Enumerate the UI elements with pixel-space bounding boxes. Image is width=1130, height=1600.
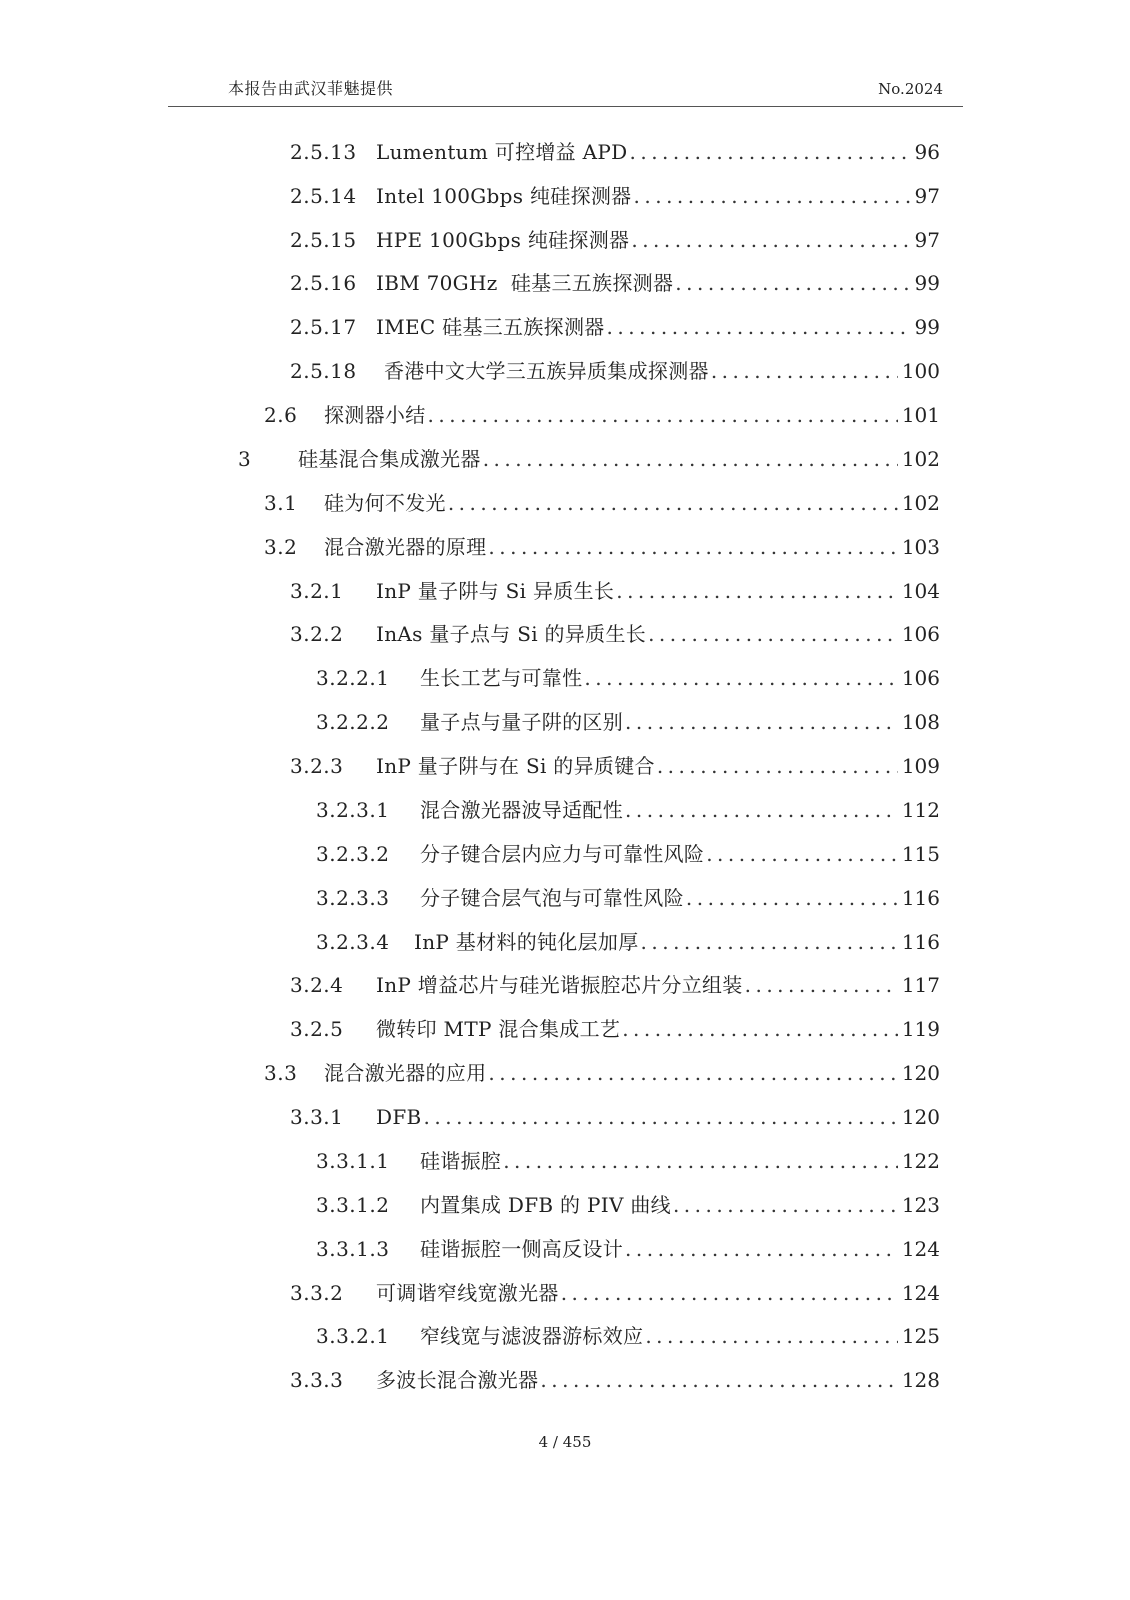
toc-entry[interactable]: [316, 1234, 940, 1264]
toc-leader-dots: [745, 970, 898, 1000]
toc-entry-number: 3.2.1: [290, 579, 344, 603]
toc-entry[interactable]: [290, 137, 940, 167]
toc-entry-page: 123: [901, 1193, 940, 1217]
toc-entry-number: 3.2.2.1: [316, 666, 390, 690]
toc-leader-dots: [488, 532, 897, 562]
toc-leader-dots: [584, 663, 897, 693]
toc-entry-number: 3.2.4: [290, 973, 344, 997]
toc-entry-title: 生长工艺与可靠性: [420, 666, 583, 690]
toc-entry-number: 2.5.13: [290, 140, 357, 164]
toc-leader-dots: [428, 400, 898, 430]
toc-leader-dots: [448, 488, 898, 518]
toc-leader-dots: [424, 1102, 898, 1132]
page-footer: [0, 1432, 1130, 1452]
toc-entry-number: 3.3.1.3: [316, 1237, 390, 1261]
toc-entry-number: 3.2.3.3: [316, 886, 390, 910]
toc-entry[interactable]: [290, 225, 940, 255]
toc-entry-page: 97: [914, 228, 940, 252]
toc-leader-dots: [686, 883, 898, 913]
toc-leader-dots: [675, 268, 910, 298]
toc-entry-page: 106: [901, 666, 940, 690]
toc-entry-number: 3.2.3.1: [316, 798, 390, 822]
toc-leader-dots: [631, 225, 910, 255]
toc-entry-title: 香港中文大学三五族异质集成探测器: [384, 359, 709, 383]
toc-entry-number: 3.3.1: [290, 1105, 344, 1129]
toc-entry[interactable]: [290, 356, 940, 386]
toc-entry-number: 3.3.1.1: [316, 1149, 390, 1173]
toc-entry-number: 3.3.3: [290, 1368, 344, 1392]
toc-entry-title: IBM 70GHz 硅基三五族探测器: [376, 271, 674, 295]
toc-entry-title: 硅为何不发光: [324, 491, 446, 515]
toc-entry[interactable]: [290, 1365, 940, 1395]
toc-entry-title: InP 基材料的钝化层加厚: [414, 930, 639, 954]
toc-leader-dots: [607, 312, 911, 342]
toc-entry-page: 104: [901, 579, 940, 603]
toc-entry[interactable]: [316, 663, 940, 693]
toc-entry-title: IMEC 硅基三五族探测器: [376, 315, 605, 339]
toc-entry-page: 96: [914, 140, 940, 164]
toc-entry-title: 内置集成 DFB 的 PIV 曲线: [420, 1193, 671, 1217]
toc-entry-title: 量子点与量子阱的区别: [420, 710, 623, 734]
toc-entry-title: DFB: [376, 1105, 422, 1129]
toc-entry-page: 122: [901, 1149, 940, 1173]
toc-entry[interactable]: [290, 312, 940, 342]
toc-entry[interactable]: [290, 181, 940, 211]
toc-entry[interactable]: [290, 268, 940, 298]
toc-leader-dots: [657, 751, 898, 781]
toc-entry-page: 119: [901, 1017, 940, 1041]
toc-leader-dots: [540, 1365, 897, 1395]
toc-entry-page: 116: [901, 886, 940, 910]
toc-entry-title: 硅谐振腔: [420, 1149, 502, 1173]
toc-entry-page: 102: [901, 491, 940, 515]
toc-entry-title: HPE 100Gbps 纯硅探测器: [376, 228, 630, 252]
toc-entry[interactable]: [316, 795, 940, 825]
toc-leader-dots: [616, 576, 898, 606]
toc-entry-title: 混合激光器的原理: [324, 535, 487, 559]
toc-entry-page: 102: [901, 447, 940, 471]
toc-entry-number: 3.3.2.1: [316, 1324, 390, 1348]
toc-entry-number: 3.3.1.2: [316, 1193, 390, 1217]
toc-entry[interactable]: [264, 488, 940, 518]
toc-entry-page: 116: [901, 930, 940, 954]
toc-entry[interactable]: [290, 1102, 940, 1132]
toc-entry-title: 硅基混合集成激光器: [298, 447, 481, 471]
toc-leader-dots: [645, 1321, 898, 1351]
toc-entry-title: 探测器小结: [324, 403, 426, 427]
toc-entry-page: 108: [901, 710, 940, 734]
toc-leader-dots: [488, 1058, 897, 1088]
toc-leader-dots: [622, 1014, 898, 1044]
toc-entry[interactable]: [264, 400, 940, 430]
header-report-number: No.2024: [878, 80, 943, 98]
toc-entry-page: 117: [901, 973, 940, 997]
toc-entry-title: InP 量子阱与 Si 异质生长: [376, 579, 615, 603]
toc-entry[interactable]: [238, 444, 940, 474]
toc-entry[interactable]: [290, 1014, 940, 1044]
toc-entry-number: 3.3: [264, 1061, 298, 1085]
toc-leader-dots: [706, 839, 898, 869]
toc-entry-page: 106: [901, 622, 940, 646]
toc-entry-number: 2.6: [264, 403, 298, 427]
toc-entry-page: 103: [901, 535, 940, 559]
toc-entry-title: InAs 量子点与 Si 的异质生长: [376, 622, 647, 646]
toc-entry[interactable]: [316, 1190, 940, 1220]
toc-entry-title: 分子键合层内应力与可靠性风险: [420, 842, 705, 866]
toc-entry-page: 124: [901, 1281, 940, 1305]
toc-entry[interactable]: [316, 707, 940, 737]
toc-entry-number: 2.5.16: [290, 271, 357, 295]
toc-entry[interactable]: [316, 839, 940, 869]
toc-entry-title: InP 量子阱与在 Si 的异质键合: [376, 754, 655, 778]
toc-entry-page: 112: [901, 798, 940, 822]
toc-entry[interactable]: [264, 1058, 940, 1088]
toc-entry-title: 混合激光器波导适配性: [420, 798, 623, 822]
toc-entry-title: 窄线宽与滤波器游标效应: [420, 1324, 644, 1348]
toc-entry-title: 可调谐窄线宽激光器: [376, 1281, 559, 1305]
toc-entry[interactable]: [316, 883, 940, 913]
toc-entry[interactable]: [290, 1278, 940, 1308]
toc-leader-dots: [641, 927, 898, 957]
toc-entry-title: 微转印 MTP 混合集成工艺: [376, 1017, 621, 1041]
toc-leader-dots: [625, 707, 898, 737]
toc-entry-number: 2.5.17: [290, 315, 357, 339]
toc-leader-dots: [634, 181, 911, 211]
toc-entry-page: 99: [914, 271, 940, 295]
header-provider-text: 本报告由武汉菲魅提供: [228, 79, 394, 98]
toc-entry-number: 3.2.2: [290, 622, 344, 646]
toc-entry[interactable]: [290, 970, 940, 1000]
toc-entry[interactable]: [316, 927, 940, 957]
toc-entry-page: 109: [901, 754, 940, 778]
toc-entry-page: 97: [914, 184, 940, 208]
toc-entry-title: 硅谐振腔一侧高反设计: [420, 1237, 623, 1261]
toc-entry-number: 3: [238, 447, 252, 471]
toc-entry-number: 3.2.3.2: [316, 842, 390, 866]
toc-leader-dots: [648, 619, 898, 649]
toc-entry-page: 99: [914, 315, 940, 339]
toc-leader-dots: [503, 1146, 898, 1176]
toc-leader-dots: [483, 444, 898, 474]
toc-entry-number: 2.5.14: [290, 184, 357, 208]
toc-entry-title: 分子键合层气泡与可靠性风险: [420, 886, 684, 910]
toc-leader-dots: [625, 1234, 898, 1264]
toc-entry[interactable]: [264, 532, 940, 562]
toc-entry[interactable]: [290, 619, 940, 649]
toc-entry-page: 115: [901, 842, 940, 866]
toc-leader-dots: [625, 795, 898, 825]
toc-entry-page: 100: [901, 359, 940, 383]
toc-entry[interactable]: [290, 576, 940, 606]
toc-entry[interactable]: [316, 1321, 940, 1351]
toc-entry-page: 128: [901, 1368, 940, 1392]
toc-leader-dots: [673, 1190, 898, 1220]
toc-entry[interactable]: [290, 751, 940, 781]
toc-entry-title: InP 增益芯片与硅光谐振腔芯片分立组装: [376, 973, 743, 997]
toc-entry-title: Intel 100Gbps 纯硅探测器: [376, 184, 632, 208]
toc-entry-title: 多波长混合激光器: [376, 1368, 539, 1392]
toc-entry-page: 125: [901, 1324, 940, 1348]
toc-entry-number: 3.2.3: [290, 754, 344, 778]
toc-entry-number: 3.2.3.4: [316, 930, 390, 954]
toc-entry-page: 101: [901, 403, 940, 427]
toc-entry-number: 3.2: [264, 535, 298, 559]
toc-entry-page: 120: [901, 1061, 940, 1085]
toc-entry-title: Lumentum 可控增益 APD: [376, 140, 628, 164]
toc-entry-number: 3.2.5: [290, 1017, 344, 1041]
toc-entry-number: 3.1: [264, 491, 298, 515]
page-header: [168, 78, 963, 107]
toc-leader-dots: [561, 1278, 898, 1308]
toc-leader-dots: [629, 137, 910, 167]
toc-entry-page: 120: [901, 1105, 940, 1129]
page-number-indicator: 4 / 455: [538, 1433, 592, 1451]
toc-entry-number: 2.5.15: [290, 228, 357, 252]
toc-entry-number: 2.5.18: [290, 359, 357, 383]
toc-entry[interactable]: [316, 1146, 940, 1176]
toc-entry-number: 3.3.2: [290, 1281, 344, 1305]
toc-entry-number: 3.2.2.2: [316, 710, 390, 734]
toc-leader-dots: [711, 356, 898, 386]
toc-entry-page: 124: [901, 1237, 940, 1261]
toc-entry-title: 混合激光器的应用: [324, 1061, 487, 1085]
